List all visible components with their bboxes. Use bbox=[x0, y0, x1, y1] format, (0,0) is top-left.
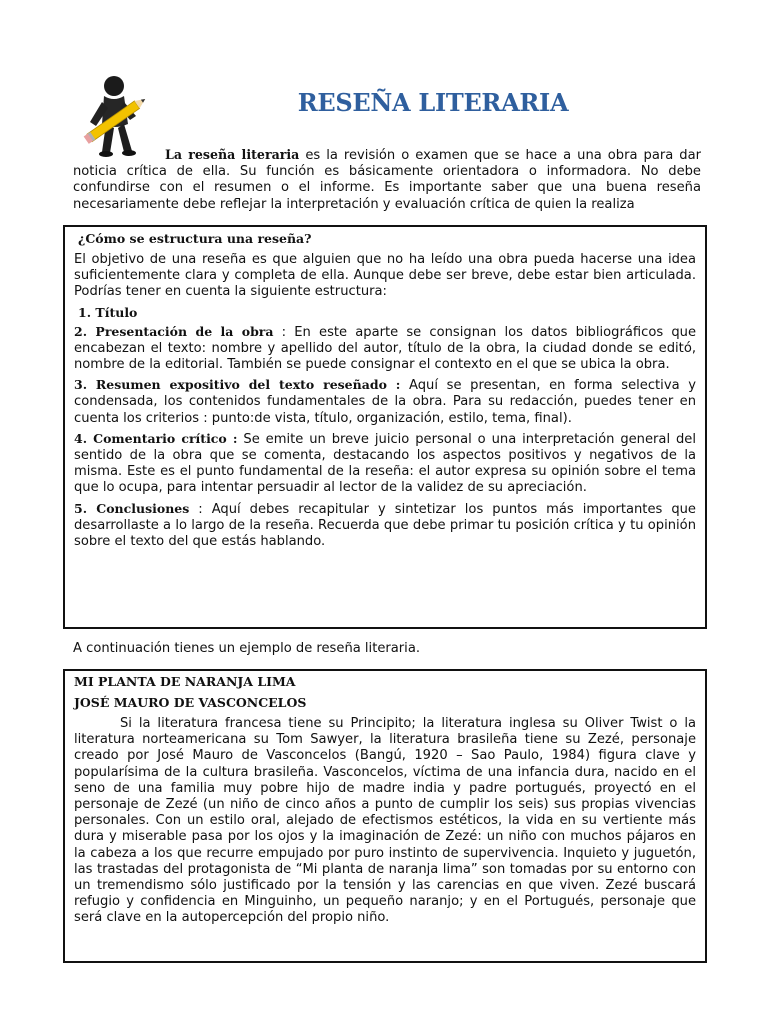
item-resumen bbox=[74, 377, 696, 427]
item-label-3: 3. Resumen expositivo del texto reseñado : bbox=[74, 377, 401, 393]
item-text-3: Aquí se presentan, en forma selectiva y condensada, los contenidos fundamentales de la obra. Para su redacción, puedes tener en cuenta los criterios : punto:de vista, título, organización, estilo, tema, final). bbox=[74, 378, 696, 426]
transition-text: A continuación tienes un ejemplo de reseña literaria. bbox=[73, 641, 421, 656]
intro-paragraph bbox=[73, 147, 701, 213]
item-label-4: 4. Comentario crítico : bbox=[74, 430, 238, 446]
review-text: Si la literatura francesa tiene su Principito; la literatura inglesa su Oliver Twist o la literatura norteamericana su Tom Sawyer, la literatura brasileña tiene su Zezé, personaje creado por José Mauro de Vasconcelos (Bangú, 1920 – Sao Paulo, 1984) figura clave y popularísima de la cultura brasileña. Vasconcelos, víctima de una infancia dura, nacido en el seno de una familia muy pobre hijo de madre india y padre portugués, proyectó en el personaje de Zezé (un niño de cinco años a punto de cumplir los seis) sus propias vivencias personales. Con un estilo oral, alejado de efectismos estéticos, la vida en su vertiente más dura y miserable pasa por los ojos y la imaginación de Zezé: un niño con muchos pájaros en la cabeza a los que recurre empujado por puro instinto de supervivencia. Inquieto y juguetón, las trastadas del protagonista de “Mi planta de naranja lima” son tomadas por su entorno con un tremendismo sólo justificado por la tensión y las carencias en que viven. Zezé buscará refugio y confidencia en Minguinho, un pequeño naranjo; y en el Portugués, personaje que será clave en la autopercepción del propio niño. bbox=[74, 716, 696, 926]
item-title-1: 1. Título bbox=[78, 304, 138, 320]
structure-question: ¿Cómo se estructura una reseña? bbox=[78, 231, 312, 246]
intro-text: es la revisión o examen que se hace a una obra para dar noticia crítica de ella. Su función es básicamente orientadora o informadora. No debe confundirse con el resumen o el informe. Es importante saber que una buena reseña necesariamente debe reflejar la interpretación y evaluación crítica de quien la realiza bbox=[73, 148, 701, 212]
book-author: JOSÉ MAURO DE VASCONCELOS bbox=[74, 695, 307, 710]
structure-box bbox=[63, 225, 707, 629]
book-title: MI PLANTA DE NARANJA LIMA bbox=[74, 674, 296, 689]
item-comentario bbox=[74, 431, 696, 497]
intro-lead: La reseña literaria bbox=[165, 147, 300, 162]
item-text-2: : En este aparte se consignan los datos bibliográficos que encabezan el texto: nombre y apellido del autor, título de la obra, la ciudad donde se editó, nombre de la editorial. También se puede consignar el contexto en el que se ubica la obra. bbox=[74, 324, 696, 373]
item-text-5: : Aquí debes recapitular y sintetizar los puntos más importantes que desarrollaste a lo largo de la reseña. Recuerda que debe primar tu posición crítica y tu opinión sobre el texto del que estás hablando. bbox=[74, 501, 696, 550]
item-label-5: 5. Conclusiones bbox=[74, 500, 190, 516]
item-label-2: 2. Presentación de la obra bbox=[74, 323, 274, 339]
example-box bbox=[63, 669, 707, 963]
item-presentacion bbox=[74, 324, 696, 374]
structure-intro: El objetivo de una reseña es que alguien que no ha leído una obra pueda hacerse una idea suficientemente clara y completa de ella. Aunque debe ser breve, debe estar bien articulada. Podrías tener en cuenta la siguiente estructura: bbox=[74, 252, 696, 300]
pencil-character-icon bbox=[76, 72, 156, 158]
page-title: RESEÑA LITERARIA bbox=[297, 88, 569, 117]
review-paragraph bbox=[74, 716, 696, 927]
item-text-4: Se emite un breve juicio personal o una interpretación general del sentido de la obra que se comenta, destacando los aspectos positivos y negativos de la misma. Este es el punto fundamental de la reseña: el autor expresa su opinión sobre el tema que lo ocupa, para intentar persuadir al lector de la validez de su apreciación. bbox=[74, 431, 696, 496]
item-conclusiones bbox=[74, 501, 696, 551]
